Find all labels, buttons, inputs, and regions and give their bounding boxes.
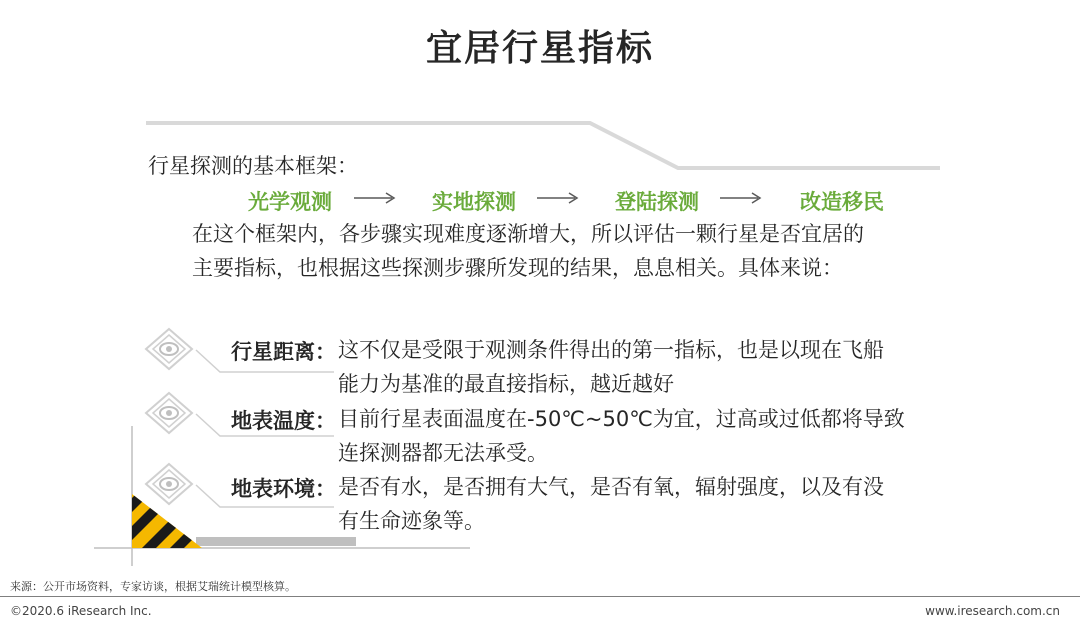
step-colonization: 改造移民 <box>800 190 884 214</box>
desc-line: 能力为基准的最直接指标，越近越好 <box>338 372 674 396</box>
indicator-label-temperature: 地表温度： <box>231 409 336 433</box>
hazard-stripes-icon <box>132 494 202 548</box>
indicator-label-environment: 地表环境： <box>231 477 336 501</box>
indicator-label-distance: 行星距离： <box>231 340 336 364</box>
step-optical-observation: 光学观测 <box>248 190 332 214</box>
diamond-eye-icon <box>144 327 194 371</box>
page-title: 宜居行星指标 <box>425 28 654 69</box>
indicator-desc-distance <box>338 333 958 401</box>
diamond-eye-icon <box>144 391 194 435</box>
intro-line-1: 在这个框架内，各步骤实现难度逐渐增大，所以评估一颗行星是否宜居的 <box>192 222 864 246</box>
desc-line: 这不仅是受限于观测条件得出的第一指标，也是以现在飞船 <box>338 338 884 362</box>
desc-line: 连探测器都无法承受。 <box>338 441 548 465</box>
website-link[interactable]: www.iresearch.com.cn <box>925 604 1060 618</box>
footer-divider <box>0 596 1080 597</box>
framework-subtitle: 行星探测的基本框架： <box>148 154 358 178</box>
step-landing-exploration: 登陆探测 <box>615 190 699 214</box>
source-note: 来源：公开市场资料，专家访谈，根据艾瑞统计模型核算。 <box>10 580 296 593</box>
desc-line: 是否有水，是否拥有大气，是否有氧，辐射强度，以及有没 <box>338 475 884 499</box>
indicator-desc-environment <box>338 470 958 538</box>
step-field-exploration: 实地探测 <box>432 190 516 214</box>
desc-line: 有生命迹象等。 <box>338 509 485 533</box>
desc-line: 目前行星表面温度在-50℃~50℃为宜，过高或过低都将导致 <box>338 407 905 431</box>
indicator-desc-temperature <box>338 402 958 470</box>
intro-line-2: 主要指标，也根据这些探测步骤所发现的结果，息息相关。具体来说： <box>192 256 843 280</box>
copyright: ©2020.6 iResearch Inc. <box>10 604 152 618</box>
